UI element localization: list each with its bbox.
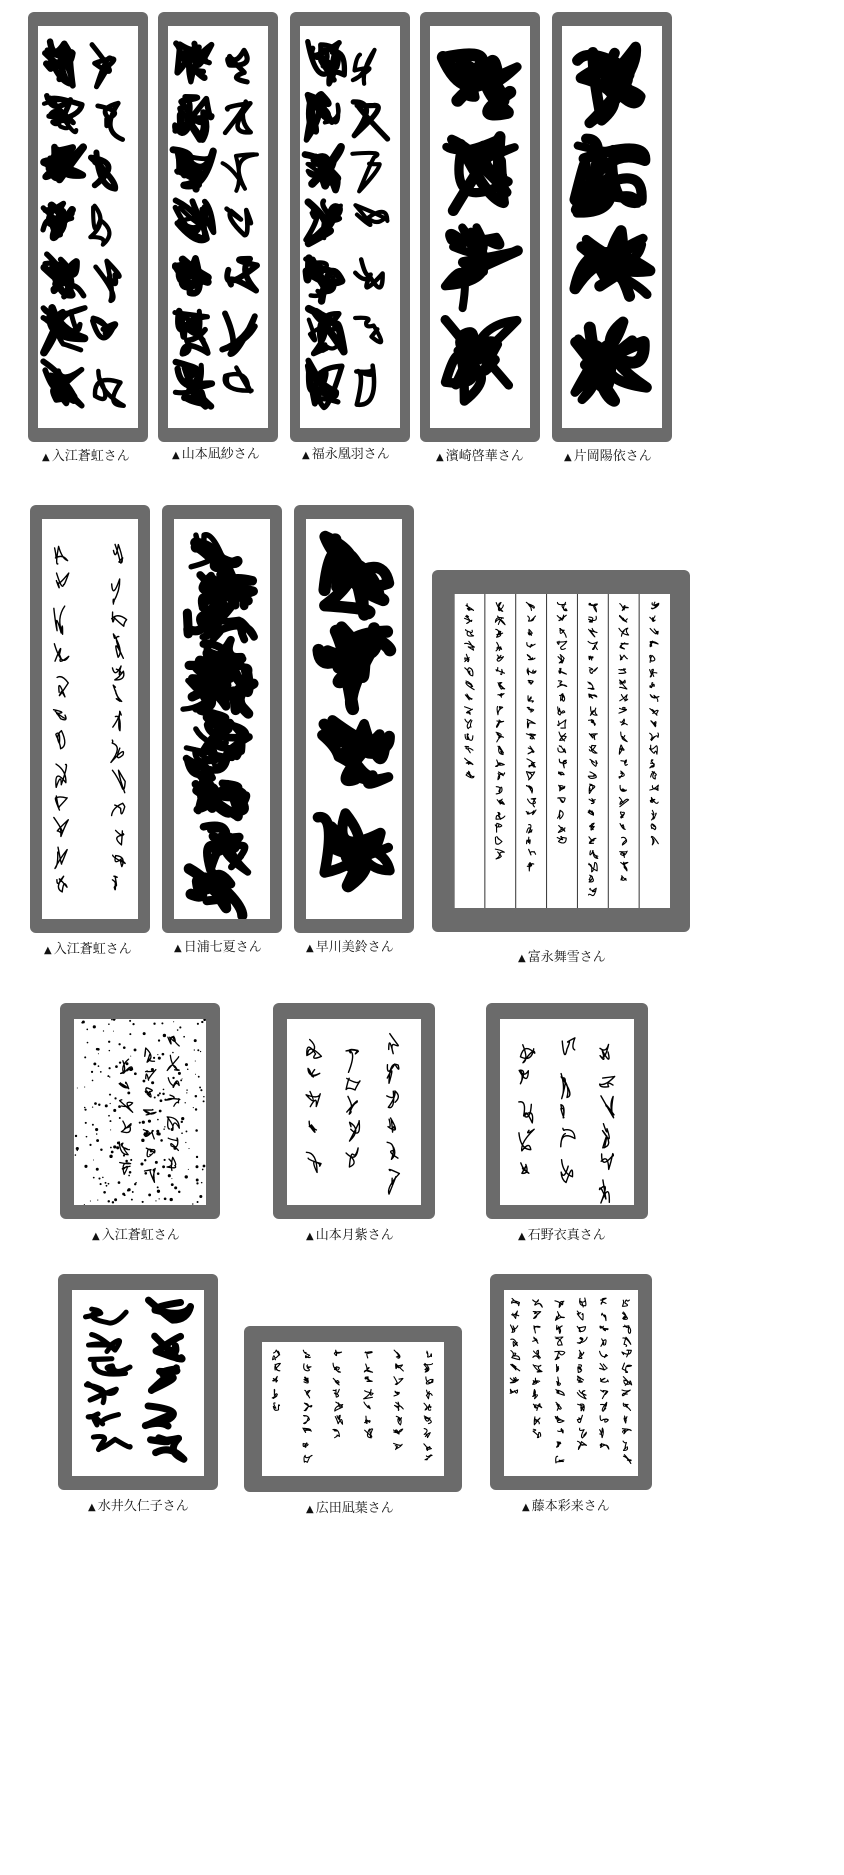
- calligraphy-image: [504, 1290, 638, 1476]
- artist-caption: ▲ 石野衣真さん: [518, 1228, 606, 1243]
- artist-caption: ▲ 早川美鈴さん: [306, 940, 394, 955]
- artist-caption: ▲ 山本月紫さん: [306, 1228, 394, 1243]
- artist-caption: ▲ 片岡陽依さん: [564, 449, 652, 464]
- artist-caption: ▲ 広田凪葉さん: [306, 1501, 394, 1516]
- calligraphy-image: [500, 1019, 634, 1205]
- artist-caption: ▲ 濱崎啓華さん: [436, 449, 524, 464]
- calligraphy-image: [168, 26, 268, 428]
- artist-caption: ▲ 藤本彩来さん: [522, 1499, 610, 1514]
- calligraphy-image: [454, 594, 670, 908]
- calligraphy-image: [74, 1019, 206, 1205]
- calligraphy-image: [306, 519, 402, 919]
- calligraphy-image: [562, 26, 662, 428]
- artist-caption: ▲ 富永舞雪さん: [518, 950, 606, 965]
- calligraphy-image: [42, 519, 138, 919]
- calligraphy-image: [287, 1019, 421, 1205]
- artist-caption: ▲ 福永凰羽さん: [302, 447, 390, 462]
- artist-caption: ▲ 入江蒼虹さん: [92, 1228, 180, 1243]
- calligraphy-image: [174, 519, 270, 919]
- calligraphy-image: [38, 26, 138, 428]
- artist-caption: ▲ 山本凪紗さん: [172, 447, 260, 462]
- calligraphy-image: [430, 26, 530, 428]
- calligraphy-image: [300, 26, 400, 428]
- calligraphy-image: [262, 1342, 444, 1476]
- artist-caption: ▲ 入江蒼虹さん: [44, 942, 132, 957]
- calligraphy-image: [72, 1290, 204, 1476]
- artist-caption: ▲ 日浦七夏さん: [174, 940, 262, 955]
- artist-caption: ▲ 水井久仁子さん: [88, 1499, 189, 1514]
- artist-caption: ▲ 入江蒼虹さん: [42, 449, 130, 464]
